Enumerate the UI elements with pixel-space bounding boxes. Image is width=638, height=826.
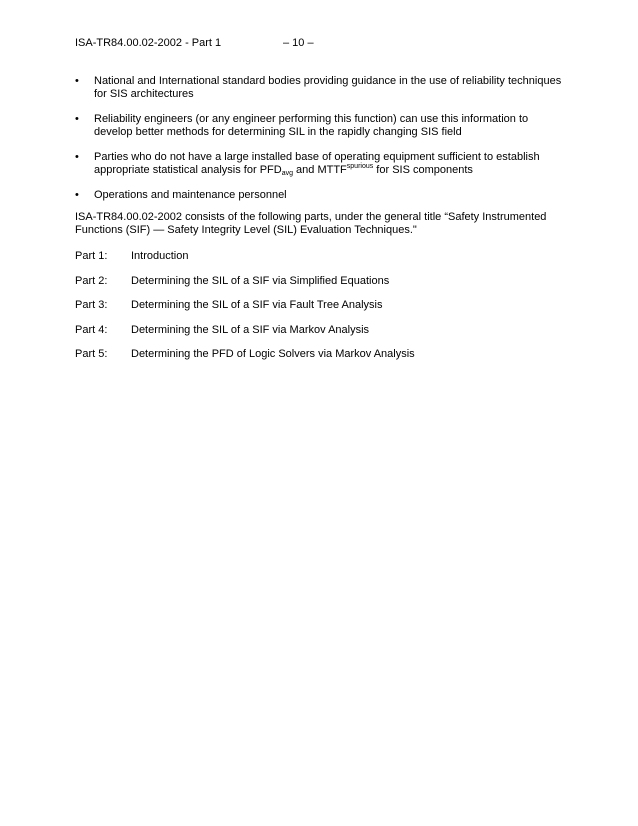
part-title: Determining the PFD of Logic Solvers via Markov Analysis bbox=[131, 348, 415, 360]
part-label: Part 2: bbox=[75, 274, 108, 287]
list-item bbox=[75, 151, 565, 177]
document-id: ISA-TR84.00.02-2002 - Part 1 bbox=[75, 37, 222, 49]
part-row bbox=[75, 324, 565, 337]
part-title: Determining the SIL of a SIF via Markov Analysis bbox=[131, 323, 370, 336]
list-item bbox=[75, 113, 565, 139]
page-header bbox=[75, 37, 555, 51]
part-row bbox=[75, 348, 565, 361]
subscript-avg: avg bbox=[281, 170, 293, 177]
list-item-text: Operations and maintenance personnel bbox=[94, 189, 287, 201]
bullet-icon: • bbox=[75, 151, 79, 163]
list-item-text-mid: and MTTF bbox=[292, 164, 347, 176]
bullet-icon: • bbox=[75, 189, 79, 201]
list-item-text bbox=[94, 151, 565, 177]
part-label: Part 5: bbox=[75, 348, 108, 360]
part-title: Determining the SIL of a SIF via Simplified Equations bbox=[131, 274, 390, 287]
part-title: Determining the SIL of a SIF via Fault Tree Analysis bbox=[131, 299, 383, 311]
list-item-text: Reliability engineers (or any engineer performing this function) can use this information to develop better methods for determining SIL in the rapidly changing SIS field bbox=[94, 113, 529, 138]
bullet-list bbox=[75, 75, 565, 214]
part-row bbox=[75, 250, 565, 263]
list-item-text-line1: Parties who do not have a large installed base of operating equipment sufficient to establish bbox=[94, 151, 540, 163]
page-number: – 10 – bbox=[283, 37, 314, 49]
superscript-spurious: spurious bbox=[346, 163, 374, 170]
list-item bbox=[75, 75, 565, 101]
list-item-text-post: for SIS components bbox=[373, 164, 473, 176]
part-row bbox=[75, 299, 565, 312]
bullet-icon: • bbox=[75, 113, 79, 125]
bullet-icon: • bbox=[75, 75, 79, 87]
list-item bbox=[75, 189, 565, 202]
part-label: Part 1: bbox=[75, 250, 108, 262]
list-item-text-pre: appropriate statistical analysis for PFD bbox=[94, 164, 282, 176]
intro-paragraph: ISA-TR84.00.02-2002 consists of the following parts, under the general title “Safety Instrumented Functions (SIF) — Safety Integrity Level (SIL) Evaluation Techniques." bbox=[75, 211, 547, 236]
part-row bbox=[75, 275, 565, 288]
part-label: Part 3: bbox=[75, 299, 108, 311]
list-item-text: National and International standard bodies providing guidance in the use of reliability techniques for SIS architectures bbox=[94, 75, 562, 100]
part-label: Part 4: bbox=[75, 323, 108, 336]
parts-list bbox=[75, 250, 565, 373]
part-title: Introduction bbox=[131, 250, 189, 262]
